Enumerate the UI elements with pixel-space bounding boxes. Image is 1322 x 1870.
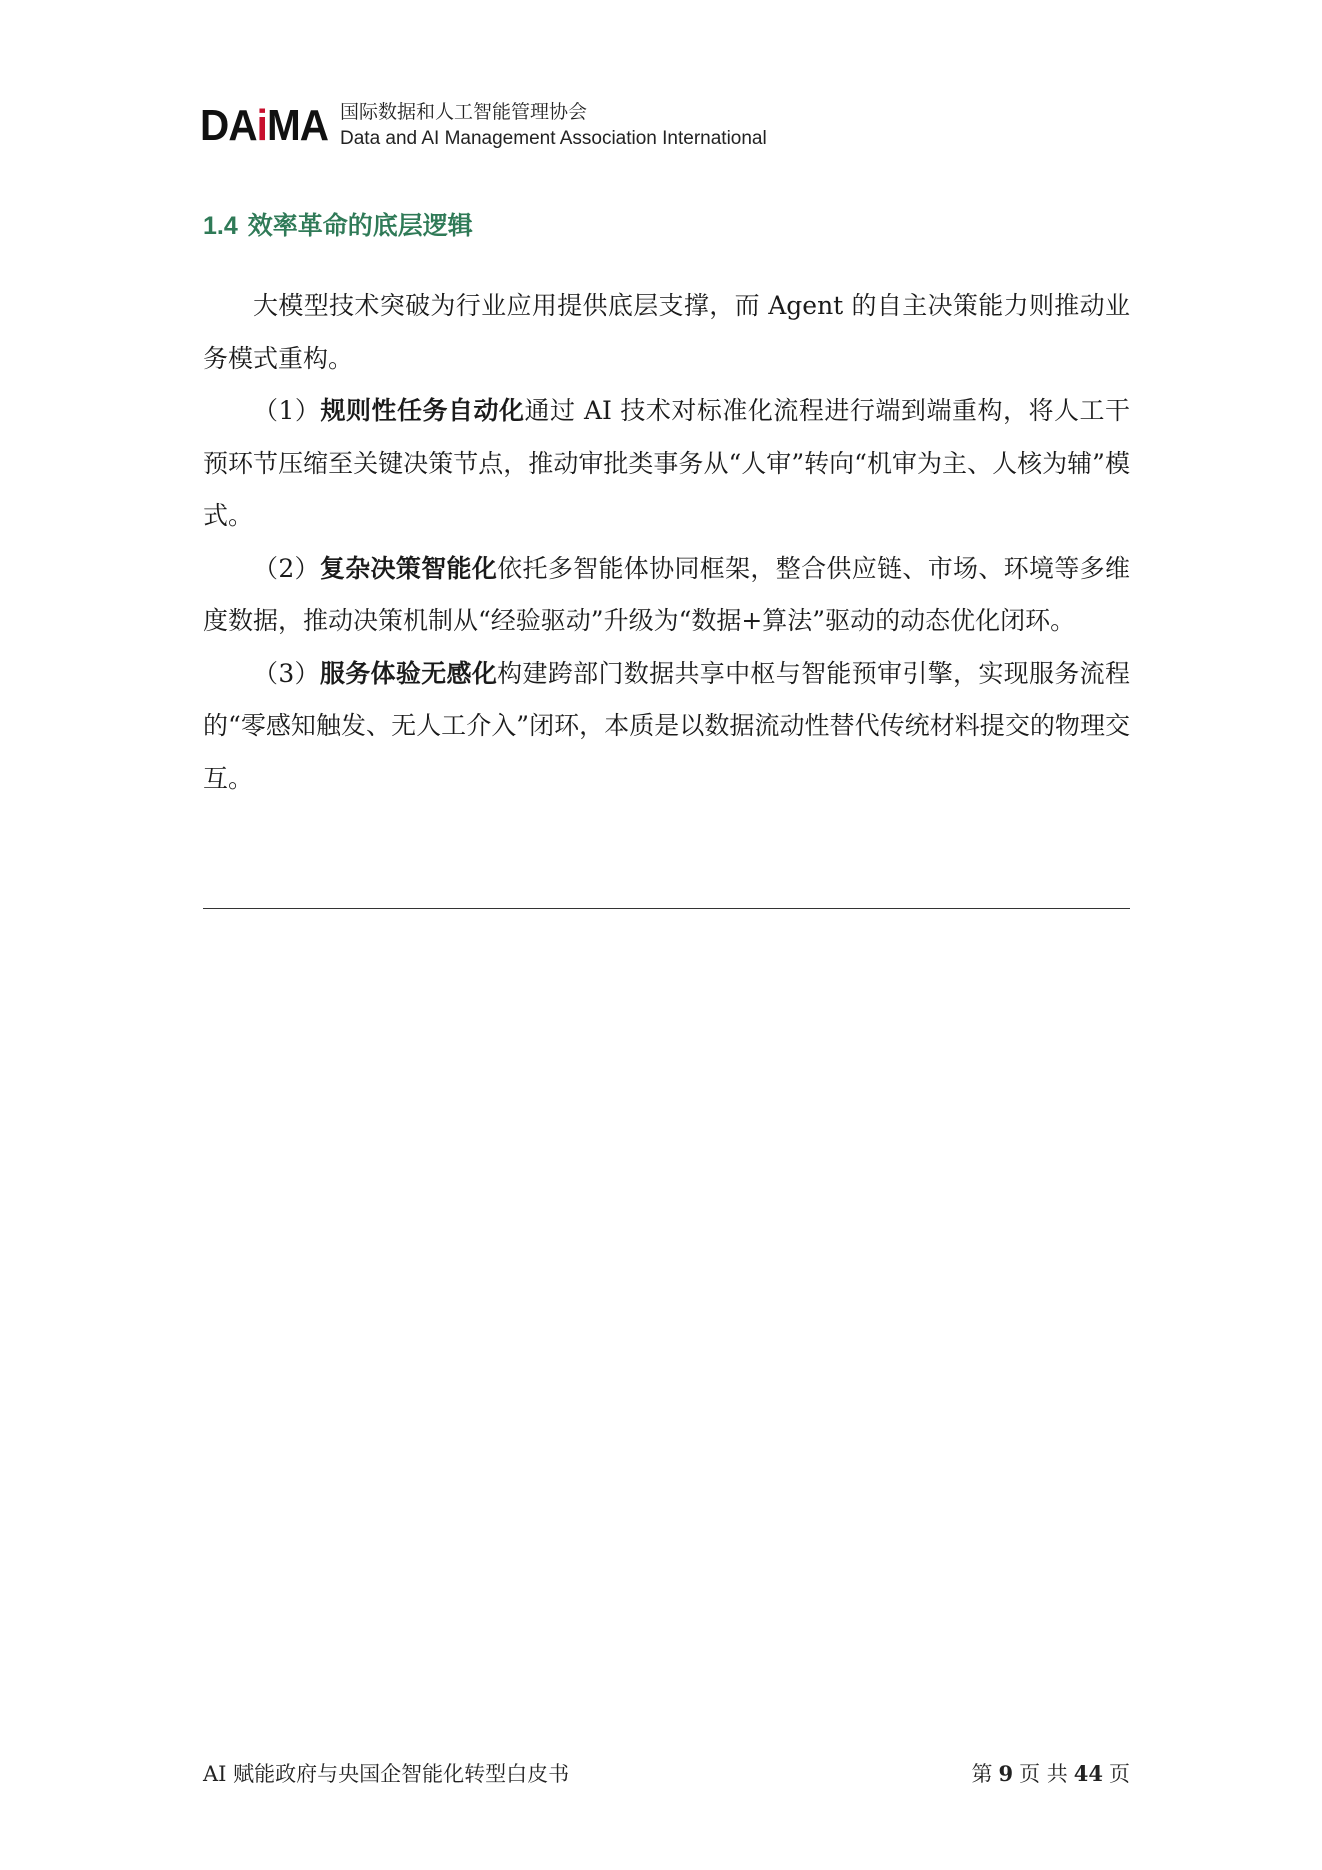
- page-footer: [203, 1758, 1130, 1790]
- item-text: 构建跨部门数据共享中枢与智能预审引擎，实现服务流程的“零感知触发、无人工介入”闭环，本质是以数据流动性替代传统材料提交的物理交互。: [203, 658, 1130, 793]
- item-text: 通过 AI 技术对标准化流程进行端到端重构，将人工干预环节压缩至关键决策节点，推动审批类事务从“人审”转向“机审为主、人核为辅”模式。: [203, 396, 1130, 530]
- item-index: （1）: [253, 396, 321, 425]
- item-heading: 服务体验无感化: [319, 658, 498, 688]
- intro-paragraph: 大模型技术突破为行业应用提供底层支撑，而 Agent 的自主决策能力则推动业务模式重构。: [203, 291, 1130, 373]
- page-number: 第 9 页 共 44 页: [971, 1761, 1130, 1786]
- item-heading: 复杂决策智能化: [319, 553, 498, 583]
- logo-i-mark: i: [256, 101, 267, 150]
- item-index: （3）: [253, 658, 320, 688]
- list-item: [203, 385, 1130, 543]
- page-header: [200, 98, 900, 150]
- list-item: [203, 648, 1130, 806]
- section-divider: [203, 908, 1130, 909]
- current-page: 9: [998, 1761, 1014, 1786]
- item-index: （2）: [253, 553, 320, 583]
- org-name-en: Data and AI Management Association International: [340, 128, 767, 149]
- section-title: [203, 208, 473, 244]
- total-pages: 44: [1073, 1761, 1103, 1786]
- section-title-text: 效率革命的底层逻辑: [247, 212, 473, 240]
- list-item: [203, 543, 1130, 648]
- item-heading: 规则性任务自动化: [320, 396, 525, 425]
- dama-logo: DAiMA: [200, 101, 329, 150]
- document-title: AI 赋能政府与央国企智能化转型白皮书: [203, 1762, 570, 1786]
- org-name: [340, 100, 767, 152]
- item-text: 依托多智能体协同框架，整合供应链、市场、环境等多维度数据，推动决策机制从“经验驱动”升级为“数据+算法”驱动的动态优化闭环。: [203, 553, 1130, 635]
- section-number: 1.4: [203, 212, 238, 240]
- body-text: [203, 280, 1130, 805]
- org-name-cn: 国际数据和人工智能管理协会: [340, 102, 588, 123]
